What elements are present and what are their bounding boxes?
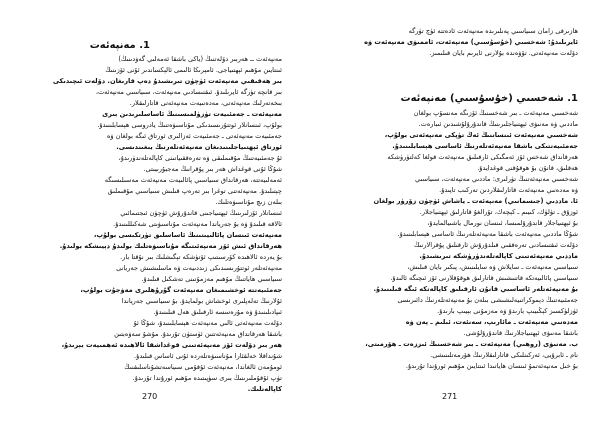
text-line: ئوزۇق ـ تۈلۈك، كىيىم ـ كېچەك، تۇرالغۇ قاتارلىق ئېھتىياجلار. [419, 208, 578, 216]
right-page-heading: 1. شەخسىي (خۇسۇسىي) مەنپەئەت [400, 93, 578, 104]
text-line: ئىنتايىن مۇھىم ئېھتىياجى. ئامېرىكا ئالىمى ئالېكساندىر ئۇنى ئۆزىنىڭ [105, 66, 282, 74]
text-line: بىر قانچە تۈرگە ئايرىلىدۇ. ئىقتىسادىي مەنپەئەت، سىياسىي مەنپەئەت، [95, 88, 282, 96]
text-line: ماددىي ۋە مەنىۋى ئېھتىياجلىرىنىڭ قاندۇرۇلۇشىدىن ئىبارەت. [418, 120, 578, 128]
text-line: ئۇلارنىڭ تەلەپلىرى ئوخشاش بولمايدۇ. بۇ سىياسىي جەرياندا [121, 297, 282, 305]
text-line: كاپالەتلىك. [247, 385, 282, 393]
text-line: شەخسىي مەنپەئەت ـ بىر شەخسنىڭ ئۆزىگە مەنسۇپ بولغان [413, 109, 578, 117]
text-line: ئىنسانلار ئۆزلىرىنىڭ ئېھتىياجىنى قاندۇرۇش ئۈچۈن ئىجتىمائىي [120, 209, 282, 217]
text-line: سىياسىي ھاياتنىڭ مۇھىم مەزمۇنىنى تەشكىل قىلىدۇ. [141, 275, 282, 283]
right-page [300, 0, 600, 424]
text-line: ھەقلىق، قانۇن بۇ ھوقۇقنى قوغدايدۇ. [477, 164, 578, 172]
text-line: ھەر بىر دۆلەت ئۆز مەنپەئەتىنى قوغداشقا ئالاھىدە ئەھمىيەت بېرىدۇ، [61, 341, 282, 349]
text-line: بۇ ئېھتىياجلار قاندۇرۇلمىسا، ئىنسان نورمال ياشىيالمايدۇ، [427, 219, 578, 227]
text-line: تۈپ ئۇقۇملىرىنىڭ بىرى سۈپىتىدە مۇھىم ئورۇندا تۇرىدۇ. [132, 374, 282, 382]
right-page-paragraphs [322, 108, 578, 372]
text-line: ئومۇمەن ئالغاندا، مەنپەئەت ئۇقۇمى سىياسەتشۇناسلىقنىڭ [124, 363, 282, 371]
text-line: سىياسىي مەنپەئەت ـ سايلاش ۋە سايلىنىش، پىكىر بايان قىلىش، [407, 263, 578, 271]
text-line: بىلەن زىچ مۇناسىۋەتلىك. [215, 198, 282, 206]
text-line: چېتىلىدۇ. مەنپەئەتنى توغرا بىر تەرەپ قىلىش سىياسىي مۇقىملىق [107, 187, 282, 195]
text-line: ئەمەلىيەتتە، ھەرقانداق سىياسىي پائالىيەت مەنپەئەت مەسىلىسىگە [104, 176, 282, 184]
text-line: مەنپەئەتلەر ئوتتۇرىسىدىكى زىددىيەت ۋە ماسلىشىش جەريانى [116, 264, 282, 272]
text-line: ئىپادىلىنىدۇ ۋە مۇرەسسە ئارقىلىق ھەل قىلىنىدۇ. [153, 308, 282, 316]
text-line: بىخەتەرلىك مەنپەئەتى، مەدەنىيەت مەنپەئەتى قاتارلىقلار. [129, 99, 282, 107]
left-page-heading: 1. مەنپەئەت [89, 40, 150, 51]
text-line: جەمئىيەت مەنپەئەتى ـ جەمئىيەت ئەزالىرى ئورتاق ئىگە بولغان ۋە [106, 132, 282, 140]
text-line: باشقا ھەرقانداق مەنپەئەتتىن ئۈستۈن تۇرىدۇ. مۇشۇ سەۋەبتىن [114, 330, 282, 338]
text-line: شەخسىي مەنپەئەت ئىنساننىڭ ئەڭ تۈپكى مەنپەئەتى بولۇپ، [384, 131, 578, 139]
text-line: بۇ يەردە ئالاھىدە كۆرسىتىپ ئۆتۈشكە تېگىشلىك بىر نۇقتا بار. [120, 253, 282, 261]
text-line: ئۇ جەمئىيەتنىڭ مۇقىملىقى ۋە تەرەققىياتىنى كاپالەتلەندۈرىدۇ، [118, 154, 282, 162]
text-line: مەنپەئەت ـ جەمئىيەت تۈزۈلمىسىنىڭ ئاساسلىرىدىن بىرى [102, 110, 282, 118]
left-page-body [30, 54, 282, 395]
text-line: ۋە مەدەنىي مەنپەئەت قاتارلىقلاردىن تەركىب تاپىدۇ. [439, 186, 578, 194]
right-page-number: 271 [442, 392, 458, 401]
text-line: باشقا مەنىۋى ئېھتىياجلارنىڭ قاندۇرۇلۇشى. [463, 329, 578, 337]
text-line: دۆلەت مەنپەئەتى ئالىي مەنپەئەت ھېسابلىنىدۇ، شۇڭا ئۇ [133, 319, 282, 327]
text-line: مەدەنىي مەنپەئەت ـ مائارىپ، سەنئەت، ئىلىم ـ پەن ۋە [405, 318, 578, 326]
text-line: بولۇپ، ئىنسانلار ئوتتۇرىسىدىكى مۇناسىۋەتنىڭ يادروسى ھېسابلىنىدۇ. [97, 121, 282, 129]
text-line: بۇ مەنپەئەتلەر ئاساسىي قانۇن ئارقىلىق كاپالەتكە ئىگە قىلىنىدۇ. [373, 285, 578, 293]
text-line: شۇڭا ماددىي مەنپەئەت باشقا مەنپەئەتلەرنىڭ ئاساسى ھېسابلىنىدۇ. [397, 230, 578, 238]
text-line: بۇ خىل مەنپەئەتمۇ ئىنسان ھاياتىدا ئىنتايىن مۇھىم ئورۇندا تۇرىدۇ. [405, 362, 578, 370]
text-line: شۇڭا ئۇنى قوغداش ھەر بىر پۇقرانىڭ مەجبۇرىيىتى. [143, 165, 282, 173]
text-line: ب. مەنىۋى (روھىي) مەنپەئەت ـ بىر شەخسنىڭ ئىززەت ـ ھۆرمىتى، [365, 340, 578, 348]
right-page-intro [322, 26, 578, 59]
right-page-body [322, 26, 578, 372]
text-line: ئا. ماددىي (جىسمانىي) مەنپەئەت ـ ياشاش ئۈچۈن زۆرۈر بولغان [373, 197, 578, 205]
text-line: سىياسىي پائالىيەتكە قاتنىشىش قاتارلىق ھوقۇقلارنى ئۆز ئىچىگە ئالىدۇ. [390, 274, 578, 282]
text-line: مەنپەئەت ــ ھەربىر دۆلەتنىڭ (ياكى باشقا ئەمەلىي گەۋدىنىڭ) [118, 55, 282, 63]
text-line: ئۈزلۈكسىز كېڭىيىپ بارىدۇ ۋە مەزمۇنى بېيىپ بارىدۇ. [437, 307, 578, 315]
text-line: ئورتاق ئېھتىياجلىنىدىغان مەنپەئەتلەرنىڭ يىغىندىسى. [116, 143, 282, 151]
text-line: نام ـ ئابرۇيى، ئەركىنلىكى قاتارلىقلارنىڭ ھۆرمەتلىنىشى. [430, 351, 578, 359]
text-line: جەمئىيەتنىڭ دېموكراتىيەلىشىشى بىلەن بۇ مەنپەئەتلەرنىڭ دائىرىسى [397, 296, 578, 304]
text-line: دۆلەت ئىقتىسادنى تەرەققىي قىلدۇرۇش ئارقىلىق پۇقرالارنىڭ [413, 241, 578, 249]
text-line: ھازىرقى زامان سىياسىي پەنلىرىدە مەنپەئەت ئادەتتە ئۈچ تۈرگە [408, 27, 578, 35]
text-line: دۆلەت مەنپەئەتى. تۆۋەندە بۇلارنى ئايرىم بايان قىلىمىز. [429, 49, 578, 57]
text-line: ماددىي مەنپەئەتىنى كاپالەتلەندۈرۈشكە تىرىشىدۇ. [419, 252, 578, 260]
text-line: شۇنداقلا خەلقئارا مۇناسىۋەتلەردە ئۇنى ئاساس قىلىدۇ. [134, 352, 282, 360]
text-line: جەمئىيەتتە ئوخشىمىغان مەنپەئەت گۇرۇھلىرى مەۋجۇت بولۇپ، [80, 286, 282, 294]
text-line: مەنپەئەت ئىنسان پائالىيىتىنىڭ ئاساسلىق تۈرتكىسى بولۇپ، [93, 231, 282, 239]
text-line: شەخسىي مەنپەئەتنىڭ تۈرلىرى: ماددىي مەنپەئەت، سىياسىي [415, 175, 578, 183]
text-line: ئالاقە قىلىدۇ ۋە بۇ جەرياندا مەنپەئەت مۇناسىۋىتى شەكىللىنىدۇ. [113, 220, 282, 228]
text-line: ھەرقانداق ئىش ئۆز مەنپەئىتىگە مۇناسىۋەتلىك بولىدۇ دېيىشكە بولىدۇ. [59, 242, 282, 250]
text-line: بىر ھەقىقىي مەنپەئەت ئۈچۈن تىرىشىدۇ دەپ قارىغان. دۆلەت ئىچىدىكى [52, 77, 282, 85]
text-line: ھەرقانداق شەخس ئۆز ئەمگىكى ئارقىلىق مەنپەئەت قولغا كەلتۈرۈشكە [387, 153, 578, 161]
text-line: ئايرىلىدۇ: شەخسىي (خۇسۇسىي) مەنپەئەت، ئاممىۋى مەنپەئەت ۋە [364, 38, 578, 46]
text-line: جەمئىيەتتىكى باشقا مەنپەئەتلەرنىڭ ئاساسى ھېسابلىنىدۇ. [392, 142, 578, 150]
left-page-number: 270 [142, 392, 158, 401]
